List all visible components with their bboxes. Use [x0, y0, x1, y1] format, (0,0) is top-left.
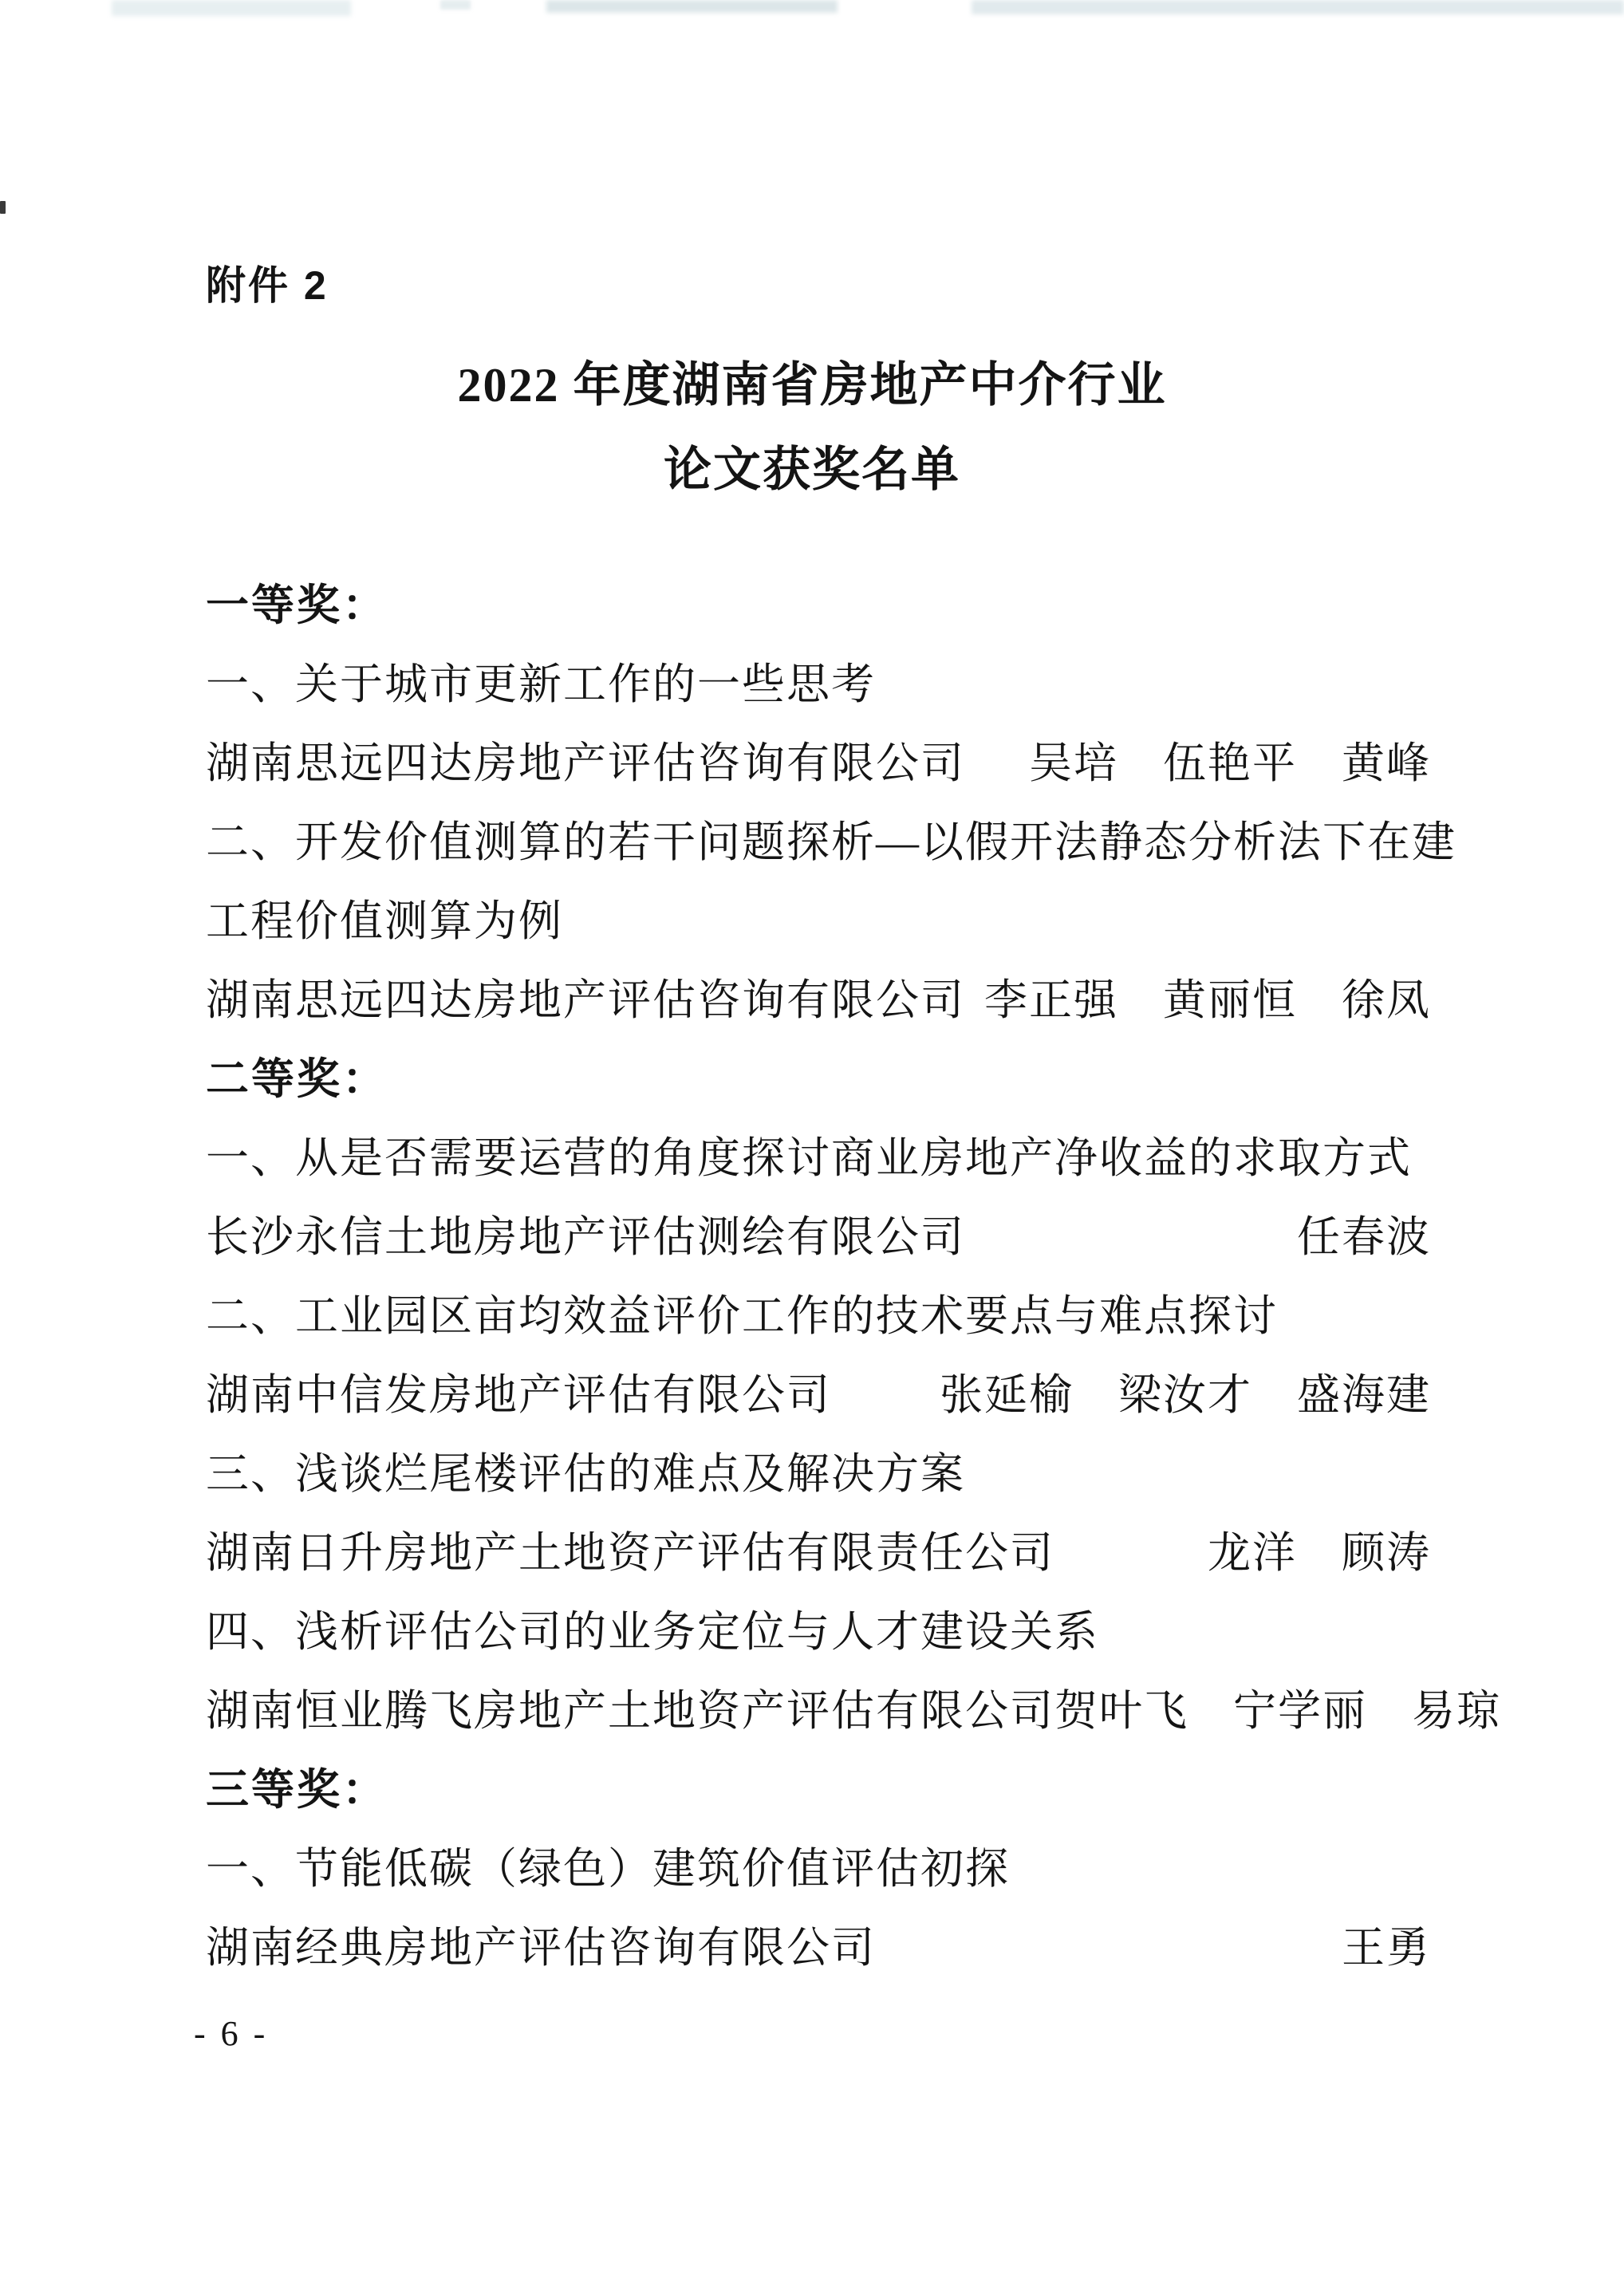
- author-names: 任春波: [1297, 1213, 1431, 1261]
- award-section-heading: 三等奖：: [206, 1766, 388, 1814]
- paper-title: 二、工业园区亩均效益评价工作的技术要点与难点探讨: [206, 1292, 1278, 1340]
- scan-smudge: [972, 0, 1624, 14]
- company-name: 湖南经典房地产评估咨询有限公司: [206, 1924, 876, 1972]
- scan-edge-mark: [0, 201, 6, 214]
- entry-row: [206, 975, 1431, 1054]
- document-title: [0, 343, 1624, 512]
- scan-smudge: [546, 0, 838, 13]
- attachment-label: 附件 2: [206, 263, 329, 308]
- scan-smudge: [440, 0, 471, 10]
- entry-row: [206, 1212, 1431, 1291]
- company-name: 湖南思远四达房地产评估咨询有限公司: [206, 739, 965, 787]
- company-name: 湖南思远四达房地产评估咨询有限公司: [206, 976, 965, 1024]
- author-names: 贺叶飞 宁学丽 易琼: [1054, 1687, 1501, 1735]
- paper-title-continued: 工程价值测算为例: [206, 897, 563, 945]
- author-names: 李正强 黄丽恒 徐凤: [984, 976, 1431, 1024]
- document-title-line2: 论文获奖名单: [664, 443, 960, 496]
- document-title-line1: 2022 年度湖南省房地产中介行业: [457, 359, 1167, 412]
- entry-row: [206, 739, 1431, 818]
- author-names: 王勇: [1342, 1924, 1431, 1972]
- paper-title: 二、开发价值测算的若干问题探析—以假开法静态分析法下在建: [206, 818, 1456, 866]
- entry-row: [206, 1370, 1431, 1449]
- paper-title: 一、节能低碳（绿色）建筑价值评估初探: [206, 1845, 1010, 1893]
- company-name: 湖南中信发房地产评估有限公司: [206, 1371, 831, 1419]
- paper-title: 一、从是否需要运营的角度探讨商业房地产净收益的求取方式: [206, 1134, 1412, 1182]
- company-name: 长沙永信土地房地产评估测绘有限公司: [206, 1213, 965, 1261]
- paper-title: 一、关于城市更新工作的一些思考: [206, 660, 876, 708]
- author-names: 龙洋 顾涛: [1208, 1529, 1431, 1577]
- company-name: 湖南日升房地产土地资产评估有限责任公司: [206, 1529, 1054, 1577]
- author-names: 张延榆 梁汝才 盛海建: [940, 1371, 1431, 1419]
- scan-smudge: [112, 0, 351, 16]
- entry-row: [206, 1686, 1501, 1765]
- paper-title: 四、浅析评估公司的业务定位与人才建设关系: [206, 1608, 1099, 1656]
- entry-row: [206, 1528, 1431, 1607]
- award-section-heading: 二等奖：: [206, 1055, 388, 1103]
- company-name: 湖南恒业腾飞房地产土地资产评估有限公司: [206, 1687, 1054, 1735]
- page-number: - 6 -: [194, 2014, 269, 2053]
- paper-title: 三、浅谈烂尾楼评估的难点及解决方案: [206, 1450, 965, 1498]
- award-list: [206, 581, 1501, 2002]
- entry-row: [206, 1923, 1431, 2002]
- award-section-heading: 一等奖：: [206, 581, 388, 629]
- author-names: 吴培 伍艳平 黄峰: [1029, 739, 1431, 787]
